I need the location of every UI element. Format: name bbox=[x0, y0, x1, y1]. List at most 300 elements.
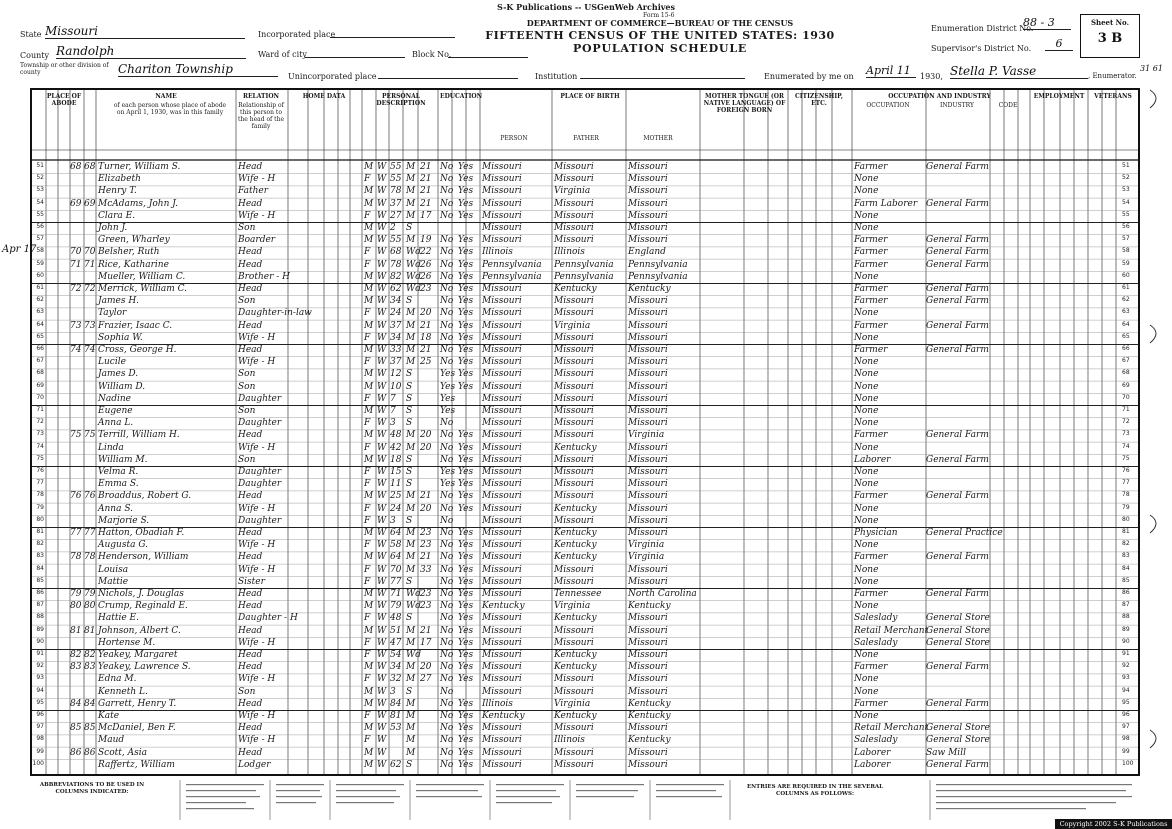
cell-mage bbox=[420, 699, 436, 710]
cell-age: 27 bbox=[390, 210, 402, 221]
cell-occ: Saleslady bbox=[854, 613, 898, 624]
cell-fam bbox=[84, 613, 96, 624]
cell-ind bbox=[926, 211, 990, 222]
cell-rel: Head bbox=[238, 491, 263, 502]
cell-bp: Missouri bbox=[482, 491, 522, 502]
cell-sex: M bbox=[364, 589, 374, 599]
cell-mbp: Missouri bbox=[628, 479, 668, 490]
cell-name: Crump, Reginald E. bbox=[98, 601, 188, 612]
group-occupation-industry: OCCUPATION AND INDUSTRY bbox=[888, 93, 991, 100]
cell-race: W bbox=[377, 735, 387, 746]
table-row bbox=[32, 272, 1138, 283]
cell-bp: Missouri bbox=[482, 223, 522, 233]
cell-sex: F bbox=[364, 442, 371, 453]
cell-ms: S bbox=[406, 686, 413, 697]
cell-occ: None bbox=[854, 674, 879, 685]
ward-line bbox=[305, 47, 405, 58]
cell-ms: M bbox=[406, 186, 416, 197]
cell-rel: Son bbox=[238, 454, 256, 465]
line-number: 100 bbox=[32, 759, 44, 767]
cell-ms: Wd bbox=[406, 247, 422, 258]
line-number: 54 bbox=[36, 198, 44, 206]
cell-sch: No bbox=[440, 625, 454, 636]
cell-sch: No bbox=[440, 332, 454, 343]
cell-rw: Yes bbox=[458, 198, 474, 209]
cell-bp: Pennsylvania bbox=[482, 259, 542, 270]
cell-mage bbox=[420, 296, 436, 307]
cell-rw: Yes bbox=[458, 454, 474, 465]
cell-fam bbox=[84, 735, 96, 746]
cell-occ: None bbox=[854, 406, 879, 416]
cell-bp: Missouri bbox=[482, 564, 522, 575]
cell-rw: Yes bbox=[458, 735, 474, 746]
cell-mbp: Missouri bbox=[628, 210, 668, 221]
cell-mbp: Missouri bbox=[628, 613, 668, 624]
line-number: 89 bbox=[36, 625, 44, 633]
line-number: 59 bbox=[36, 259, 44, 267]
line-number-right: 64 bbox=[1122, 320, 1130, 328]
cell-rw: Yes bbox=[458, 247, 474, 258]
table-row bbox=[32, 528, 1138, 539]
cell-rw: Yes bbox=[458, 320, 474, 331]
cell-rw: Yes bbox=[458, 479, 474, 490]
cell-sex: M bbox=[364, 235, 374, 246]
table-row bbox=[32, 455, 1138, 466]
cell-mbp: Missouri bbox=[628, 686, 668, 697]
cell-dw bbox=[70, 382, 84, 393]
cell-sch: Yes bbox=[440, 406, 456, 416]
cell-age bbox=[390, 748, 404, 759]
cell-occ: None bbox=[854, 479, 879, 490]
cell-ms: S bbox=[406, 479, 413, 490]
cell-sex: M bbox=[364, 625, 374, 636]
cell-sch: No bbox=[440, 442, 454, 453]
group-name: NAME bbox=[155, 93, 177, 100]
cell-occ: Farmer bbox=[854, 430, 888, 441]
table-row bbox=[32, 589, 1138, 600]
cell-occ: None bbox=[854, 393, 879, 404]
cell-dw: 75 bbox=[70, 430, 82, 441]
line-number-right: 60 bbox=[1122, 271, 1130, 279]
cell-ind bbox=[926, 272, 990, 283]
cell-mbp: Missouri bbox=[628, 345, 668, 355]
cell-fam bbox=[84, 223, 96, 234]
cell-age: 58 bbox=[390, 540, 402, 551]
table-row bbox=[32, 601, 1138, 612]
cell-age: 3 bbox=[390, 515, 396, 526]
cell-rel: Head bbox=[238, 650, 263, 660]
cell-dw: 73 bbox=[70, 320, 82, 331]
cell-rw: Yes bbox=[458, 564, 474, 575]
cell-mbp: Missouri bbox=[628, 747, 668, 758]
cell-bp: Missouri bbox=[482, 759, 522, 770]
cell-ind: General Store bbox=[926, 735, 990, 746]
cell-age: 78 bbox=[390, 259, 402, 270]
line-number-right: 69 bbox=[1122, 381, 1130, 389]
cell-age: 70 bbox=[390, 564, 402, 575]
unincorporated-line bbox=[378, 68, 518, 79]
cell-ind: General Practice bbox=[926, 528, 1003, 538]
cell-fbp: Missouri bbox=[554, 430, 594, 441]
cell-fam: 72 bbox=[84, 284, 96, 294]
cell-age: 37 bbox=[390, 198, 402, 209]
cell-ms: M bbox=[406, 430, 416, 441]
cell-mage: 18 bbox=[420, 332, 432, 343]
cell-bp: Missouri bbox=[482, 625, 522, 636]
cell-race: W bbox=[377, 198, 387, 209]
cell-bp: Missouri bbox=[482, 162, 522, 172]
table-row bbox=[32, 345, 1138, 356]
cell-fbp: Missouri bbox=[554, 564, 594, 575]
cell-rw: Yes bbox=[458, 210, 474, 221]
line-number-right: 83 bbox=[1122, 552, 1130, 560]
cell-bp: Missouri bbox=[482, 235, 522, 246]
cell-dw: 82 bbox=[70, 650, 82, 660]
cell-fam bbox=[84, 394, 96, 405]
cell-occ: Farmer bbox=[854, 491, 888, 502]
cell-rel: Head bbox=[238, 589, 263, 599]
cell-mbp: Missouri bbox=[628, 393, 668, 404]
cell-name: Belsher, Ruth bbox=[98, 247, 160, 258]
cell-age: 84 bbox=[390, 698, 402, 709]
cell-race: W bbox=[377, 174, 387, 185]
cell-ms: M bbox=[406, 332, 416, 343]
cell-sch: No bbox=[440, 430, 454, 441]
cell-rel: Head bbox=[238, 625, 263, 636]
table-row bbox=[32, 430, 1138, 441]
cell-occ: None bbox=[854, 332, 879, 343]
sup-district-label: Supervisor's District No. bbox=[931, 44, 1032, 53]
cell-age: 64 bbox=[390, 528, 402, 538]
cell-name: Taylor bbox=[98, 308, 127, 319]
cell-mbp: Missouri bbox=[628, 223, 668, 233]
cell-name: Sophia W. bbox=[98, 332, 143, 343]
cell-mbp: Virginia bbox=[628, 552, 665, 563]
cell-name: Nadine bbox=[98, 393, 132, 404]
cell-race: W bbox=[377, 686, 387, 697]
cell-rel: Head bbox=[238, 552, 263, 563]
cell-rel: Head bbox=[238, 723, 263, 734]
cell-dw bbox=[70, 235, 84, 246]
table-row bbox=[32, 162, 1138, 173]
group-education: EDUCATION bbox=[440, 93, 483, 100]
cell-dw: 76 bbox=[70, 491, 82, 502]
cell-fbp: Missouri bbox=[554, 296, 594, 307]
cell-name: Raffertz, William bbox=[98, 759, 175, 770]
cell-bp: Missouri bbox=[482, 381, 522, 392]
cell-ms: S bbox=[406, 576, 413, 587]
cell-mage bbox=[420, 735, 436, 746]
cell-mbp: Kentucky bbox=[628, 601, 671, 612]
cell-occ: Farmer bbox=[854, 589, 888, 599]
cell-bp: Kentucky bbox=[482, 601, 525, 612]
line-number: 97 bbox=[36, 723, 44, 731]
cell-ms: M bbox=[406, 357, 416, 368]
cell-dw bbox=[70, 540, 84, 551]
table-row bbox=[32, 723, 1138, 734]
cell-mage bbox=[420, 418, 436, 429]
cell-rel: Daughter bbox=[238, 515, 282, 526]
table-row bbox=[32, 650, 1138, 661]
line-number: 51 bbox=[36, 162, 44, 169]
census-title: FIFTEENTH CENSUS OF THE UNITED STATES: 1930 bbox=[485, 29, 835, 42]
cell-rw: Yes bbox=[458, 259, 474, 270]
cell-dw: 79 bbox=[70, 589, 82, 599]
cell-dw bbox=[70, 565, 84, 576]
cell-fbp: Missouri bbox=[554, 467, 594, 477]
cell-fam bbox=[84, 565, 96, 576]
cell-fam bbox=[84, 467, 96, 478]
cell-fam: 73 bbox=[84, 320, 96, 331]
cell-dw: 78 bbox=[70, 552, 82, 563]
cell-ms: M bbox=[406, 564, 416, 575]
cell-bp: Missouri bbox=[482, 369, 522, 380]
cell-fbp: Missouri bbox=[554, 381, 594, 392]
cell-rw: Yes bbox=[458, 723, 474, 734]
table-row bbox=[32, 369, 1138, 380]
cell-rw bbox=[458, 394, 478, 405]
group-citizenship: CITIZENSHIP, ETC. bbox=[795, 93, 843, 107]
cell-bp: Missouri bbox=[482, 198, 522, 209]
cell-age: 42 bbox=[390, 442, 402, 453]
cell-rw: Yes bbox=[458, 357, 474, 368]
cell-rel: Wife - H bbox=[238, 674, 276, 685]
cell-sex: F bbox=[364, 467, 371, 477]
cell-dw bbox=[70, 369, 84, 380]
cell-ms: M bbox=[406, 528, 416, 538]
cell-ind bbox=[926, 540, 990, 551]
cell-fbp: Missouri bbox=[554, 637, 594, 648]
cell-fam bbox=[84, 308, 96, 319]
cell-fbp: Illinois bbox=[554, 735, 585, 746]
cell-name: Terrill, William H. bbox=[98, 430, 180, 441]
cell-mage: 20 bbox=[420, 662, 432, 673]
cell-race: W bbox=[377, 576, 387, 587]
cell-ind: General Store bbox=[926, 613, 990, 624]
cell-bp: Missouri bbox=[482, 613, 522, 624]
cell-mage bbox=[420, 223, 436, 234]
cell-ind bbox=[926, 516, 990, 527]
cell-fbp: Missouri bbox=[554, 369, 594, 380]
cell-ind: General Farm bbox=[926, 259, 989, 270]
cell-fbp: Missouri bbox=[554, 515, 594, 526]
cell-fam: 78 bbox=[84, 552, 96, 563]
cell-mage bbox=[420, 382, 436, 393]
cell-race: W bbox=[377, 637, 387, 648]
line-number: 73 bbox=[36, 430, 44, 438]
ward-label: Ward of city bbox=[258, 50, 307, 59]
cell-age: 53 bbox=[390, 723, 402, 734]
line-number: 98 bbox=[36, 735, 44, 743]
cell-sch: No bbox=[440, 454, 454, 465]
cell-fam: 74 bbox=[84, 345, 96, 355]
cell-mbp: Missouri bbox=[628, 174, 668, 185]
line-number-right: 89 bbox=[1122, 625, 1130, 633]
cell-sch: No bbox=[440, 162, 454, 172]
cell-ind bbox=[926, 687, 990, 698]
cell-sex: M bbox=[364, 747, 374, 758]
line-number: 69 bbox=[36, 381, 44, 389]
cell-fam bbox=[84, 235, 96, 246]
cell-rel: Wife - H bbox=[238, 503, 276, 514]
cell-dw bbox=[70, 711, 84, 722]
cell-fam bbox=[84, 687, 96, 698]
cell-rw bbox=[458, 418, 478, 429]
cell-age: 55 bbox=[390, 162, 402, 172]
cell-sch: No bbox=[440, 515, 454, 526]
cell-fbp: Missouri bbox=[554, 210, 594, 221]
cell-dw: 74 bbox=[70, 345, 82, 355]
head-code: CODE bbox=[998, 102, 1018, 109]
cell-race: W bbox=[377, 662, 387, 673]
line-number-right: 55 bbox=[1122, 210, 1130, 218]
cell-bp: Pennsylvania bbox=[482, 271, 542, 282]
cell-name: Hatton, Obadiah F. bbox=[98, 528, 185, 538]
cell-name: Frazier, Isaac C. bbox=[98, 320, 173, 331]
cell-mbp: Missouri bbox=[628, 515, 668, 526]
line-number-right: 80 bbox=[1122, 515, 1130, 523]
cell-mage bbox=[420, 613, 436, 624]
cell-dw bbox=[70, 394, 84, 405]
line-number: 53 bbox=[36, 186, 44, 194]
line-number: 86 bbox=[36, 589, 44, 596]
block-line bbox=[448, 47, 528, 58]
line-number-right: 72 bbox=[1122, 418, 1130, 426]
cell-rel: Sister bbox=[238, 576, 265, 587]
cell-name: Green, Wharley bbox=[98, 235, 170, 246]
cell-occ: None bbox=[854, 381, 879, 392]
line-number-right: 73 bbox=[1122, 430, 1130, 438]
cell-race: W bbox=[377, 564, 387, 575]
cell-race: W bbox=[377, 674, 387, 685]
line-number: 65 bbox=[36, 332, 44, 340]
cell-mbp: Missouri bbox=[628, 332, 668, 343]
cell-occ: None bbox=[854, 650, 879, 660]
cell-dw: 85 bbox=[70, 723, 82, 734]
cell-age: 15 bbox=[390, 467, 402, 477]
line-number: 93 bbox=[36, 674, 44, 682]
cell-occ: Saleslady bbox=[854, 735, 898, 746]
cell-mage: 23 bbox=[420, 528, 432, 538]
cell-sex: M bbox=[364, 320, 374, 331]
cell-ind: General Farm bbox=[926, 235, 989, 246]
cell-rel: Son bbox=[238, 223, 256, 233]
group-relation: RELATION bbox=[242, 93, 280, 100]
cell-mbp: Missouri bbox=[628, 759, 668, 770]
cell-fbp: Missouri bbox=[554, 723, 594, 734]
enumerator-label: , Enumerator. bbox=[1088, 72, 1137, 80]
line-number-right: 94 bbox=[1122, 686, 1130, 694]
table-row bbox=[32, 699, 1138, 710]
line-number: 64 bbox=[36, 320, 44, 328]
cell-ms: S bbox=[406, 613, 413, 624]
cell-sch: No bbox=[440, 418, 454, 429]
township-value: Chariton Township bbox=[118, 62, 278, 77]
cell-race: W bbox=[377, 467, 387, 477]
cell-rw: Yes bbox=[458, 162, 474, 172]
sup-district-value: 6 bbox=[1045, 37, 1073, 51]
cell-fam bbox=[84, 711, 96, 722]
cell-sex: M bbox=[364, 723, 374, 734]
cell-rw: Yes bbox=[458, 467, 474, 477]
cell-mage: 20 bbox=[420, 503, 432, 514]
cell-rw: Yes bbox=[458, 625, 474, 636]
cell-age: 62 bbox=[390, 759, 402, 770]
cell-race: W bbox=[377, 625, 387, 636]
cell-race: W bbox=[377, 369, 387, 380]
cell-ind bbox=[926, 711, 990, 722]
cell-mbp: Missouri bbox=[628, 491, 668, 502]
cell-mage: 20 bbox=[420, 430, 432, 441]
line-number: 87 bbox=[36, 601, 44, 609]
cell-rw: Yes bbox=[458, 186, 474, 197]
cell-sch: No bbox=[440, 296, 454, 307]
cell-age: 2 bbox=[390, 223, 396, 233]
cell-fbp: Missouri bbox=[554, 223, 594, 233]
state-value: Missouri bbox=[45, 24, 245, 39]
cell-rel: Son bbox=[238, 406, 256, 416]
cell-occ: None bbox=[854, 540, 879, 551]
cell-bp: Missouri bbox=[482, 552, 522, 563]
cell-sch bbox=[440, 223, 458, 234]
cell-rel: Wife - H bbox=[238, 357, 276, 368]
cell-bp: Illinois bbox=[482, 247, 513, 258]
cell-ms: M bbox=[406, 735, 416, 746]
cell-occ: Farmer bbox=[854, 552, 888, 563]
cell-occ: Farmer bbox=[854, 259, 888, 270]
group-personal-description: PERSONAL DESCRIPTION bbox=[376, 93, 426, 107]
cell-bp: Missouri bbox=[482, 442, 522, 453]
cell-occ: Farmer bbox=[854, 235, 888, 246]
line-number: 76 bbox=[36, 467, 44, 474]
cell-mage: 21 bbox=[420, 174, 432, 185]
cell-ind bbox=[926, 174, 990, 185]
cell-fam bbox=[84, 418, 96, 429]
cell-sch: No bbox=[440, 198, 454, 209]
line-number-right: 90 bbox=[1122, 637, 1130, 645]
line-number: 83 bbox=[36, 552, 44, 560]
cell-ms: M bbox=[406, 552, 416, 563]
cell-fbp: Missouri bbox=[554, 174, 594, 185]
cell-occ: Laborer bbox=[854, 454, 891, 465]
cell-ms: S bbox=[406, 296, 413, 307]
line-number: 78 bbox=[36, 491, 44, 499]
line-number: 75 bbox=[36, 454, 44, 462]
cell-fbp: Missouri bbox=[554, 686, 594, 697]
cell-ms: M bbox=[406, 637, 416, 648]
table-row bbox=[32, 284, 1138, 295]
cell-age: 7 bbox=[390, 393, 396, 404]
cell-mage: 21 bbox=[420, 552, 432, 563]
cell-mage: 21 bbox=[420, 625, 432, 636]
cell-occ: None bbox=[854, 308, 879, 319]
cell-mage: 17 bbox=[420, 210, 432, 221]
cell-sch: No bbox=[440, 210, 454, 221]
cell-mbp: Kentucky bbox=[628, 711, 671, 721]
table-row bbox=[32, 296, 1138, 307]
table-row bbox=[32, 735, 1138, 746]
cell-dw bbox=[70, 577, 84, 588]
cell-mage: 25 bbox=[420, 357, 432, 368]
cell-mbp: Missouri bbox=[628, 454, 668, 465]
head-name-desc: of each person whose place of abode on April 1, 1930, was in this family bbox=[113, 102, 227, 116]
cell-rel: Daughter-in-law bbox=[238, 308, 312, 319]
county-label: County bbox=[20, 51, 49, 60]
cell-fam: 83 bbox=[84, 662, 96, 673]
cell-ms: M bbox=[406, 503, 416, 514]
cell-mage: 33 bbox=[420, 564, 432, 575]
cell-fam bbox=[84, 479, 96, 490]
